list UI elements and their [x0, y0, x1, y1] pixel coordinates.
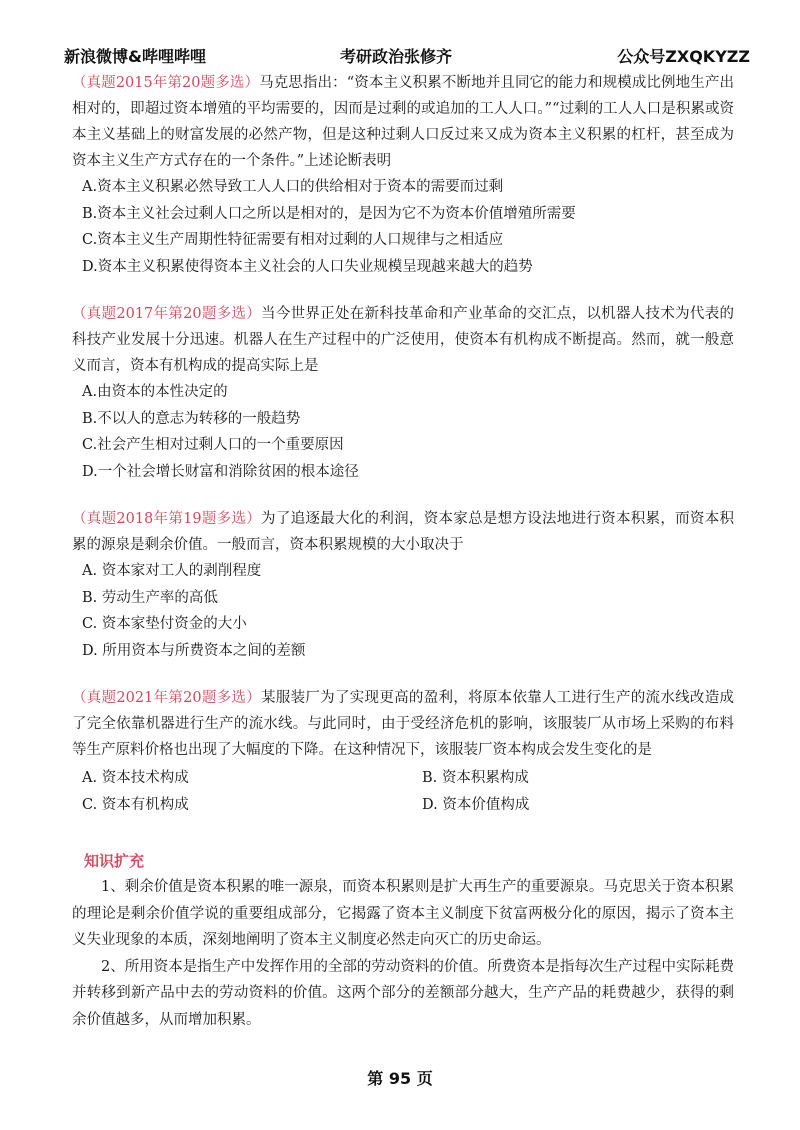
knowledge-paragraph-2: 2、所用资本是指生产中发挥作用的全部的劳动资料的价值。所费资本是指每次生产过程中实际耗费并转移到新产品中去的劳动资料的价值。这两个部分的差额部分越大，生产产品的耗费越少，获得的剩余价值越多，从而增加积累。	[72, 958, 734, 1028]
knowledge-title: 知识扩充	[84, 852, 145, 870]
option-b: B. 资本积累构成	[422, 770, 529, 786]
question-text	[72, 506, 734, 558]
option-d: D.一个社会增长财富和消除贫困的根本途径	[82, 463, 359, 480]
question-tag: （真题2018年第19题多选）	[72, 511, 262, 527]
page-content	[72, 70, 734, 1033]
question-tag: （真题2017年第20题多选）	[72, 306, 262, 322]
option-a: A. 资本技术构成	[82, 770, 189, 786]
page-header	[64, 44, 750, 70]
question-text	[72, 70, 734, 174]
question-2021-20	[72, 685, 734, 818]
knowledge-section	[72, 848, 734, 1033]
page-number: 第 95 页	[367, 1069, 433, 1088]
option-b: B.不以人的意志为转移的一般趋势	[82, 410, 301, 427]
options-grid	[72, 765, 734, 818]
knowledge-paragraph-1: 1、剩余价值是资本积累的唯一源泉，而资本积累则是扩大再生产的重要源泉。马克思关于资本积累的理论是剩余价值学说的重要组成部分，它揭露了资本主义制度下贫富两极分化的原因，揭示了资本主义失业现象的本质，深刻地阐明了资本主义制度必然走向灭亡的历史命运。	[72, 879, 734, 948]
option-a: A.资本主义积累必然导致工人人口的供给相对于资本的需要而过剩	[82, 179, 504, 195]
option-d: D. 所用资本与所费资本之间的差额	[82, 642, 306, 659]
question-stem: 马克思指出：“资本主义积累不断地并且同它的能力和规模成比例地生产出相对的，即超过资本增殖的平均需要的，因而是过剩的或追加的工人人口。”“过剩的工人人口是积累或资本主义基础上的财富发展的必然产物，但是这种过剩人口反过来又成为资本主义积累的杠杆，甚至成为资本主义生产方式存在的一个条件。”上述论断表明	[72, 75, 734, 169]
header-title: 考研政治张修齐	[340, 47, 453, 66]
option-c: C.资本主义生产周期性特征需要有相对过剩的人口规律与之相适应	[82, 232, 504, 248]
question-2017-20	[72, 301, 734, 485]
option-c: C.社会产生相对过剩人口的一个重要原因	[82, 437, 344, 453]
option-d: D.资本主义积累使得资本主义社会的人口失业规模呈现越来越大的趋势	[82, 258, 533, 275]
option-a: A. 资本家对工人的剥削程度	[82, 563, 262, 579]
question-tag: （真题2021年第20题多选）	[72, 690, 262, 706]
option-c: C. 资本家垫付资金的大小	[82, 616, 247, 632]
question-stem: 某服装厂为了实现更高的盈利，将原本依靠人工进行生产的流水线改造成了完全依靠机器进行生产的流水线。与此同时，由于受经济危机的影响，该服装厂从市场上采购的布料等生产原料价格也出现了大幅度的下降。在这种情况下，该服装厂资本构成会发生变化的是	[72, 690, 734, 758]
option-b: B. 劳动生产率的高低	[82, 589, 218, 606]
question-text	[72, 685, 734, 763]
header-weibo-bilibili: 新浪微博&哔哩哔哩	[64, 47, 206, 66]
option-d: D. 资本价值构成	[422, 796, 530, 813]
option-c: C. 资本有机构成	[82, 796, 189, 813]
question-text	[72, 301, 734, 379]
header-wechat-account: 公众号ZXQKYZZ	[617, 47, 750, 66]
option-a: A.由资本的本性决定的	[82, 384, 228, 400]
question-2018-19	[72, 506, 734, 664]
option-b: B.资本主义社会过剩人口之所以是相对的，是因为它不为资本价值增殖所需要	[82, 205, 576, 222]
question-2015-20	[72, 70, 734, 280]
question-tag: （真题2015年第20题多选）	[72, 75, 260, 91]
question-stem: 当今世界正处在新科技革命和产业革命的交汇点，以机器人技术为代表的科技产业发展十分迅速。机器人在生产过程中的广泛使用，使资本有机构成不断提高。然而，就一般意义而言，资本有机构成的提高实际上是	[72, 306, 734, 374]
question-stem: 为了追逐最大化的利润，资本家总是想方设法地进行资本积累，而资本积累的源泉是剩余价值。一般而言，资本积累规模的大小取决于	[72, 511, 734, 553]
